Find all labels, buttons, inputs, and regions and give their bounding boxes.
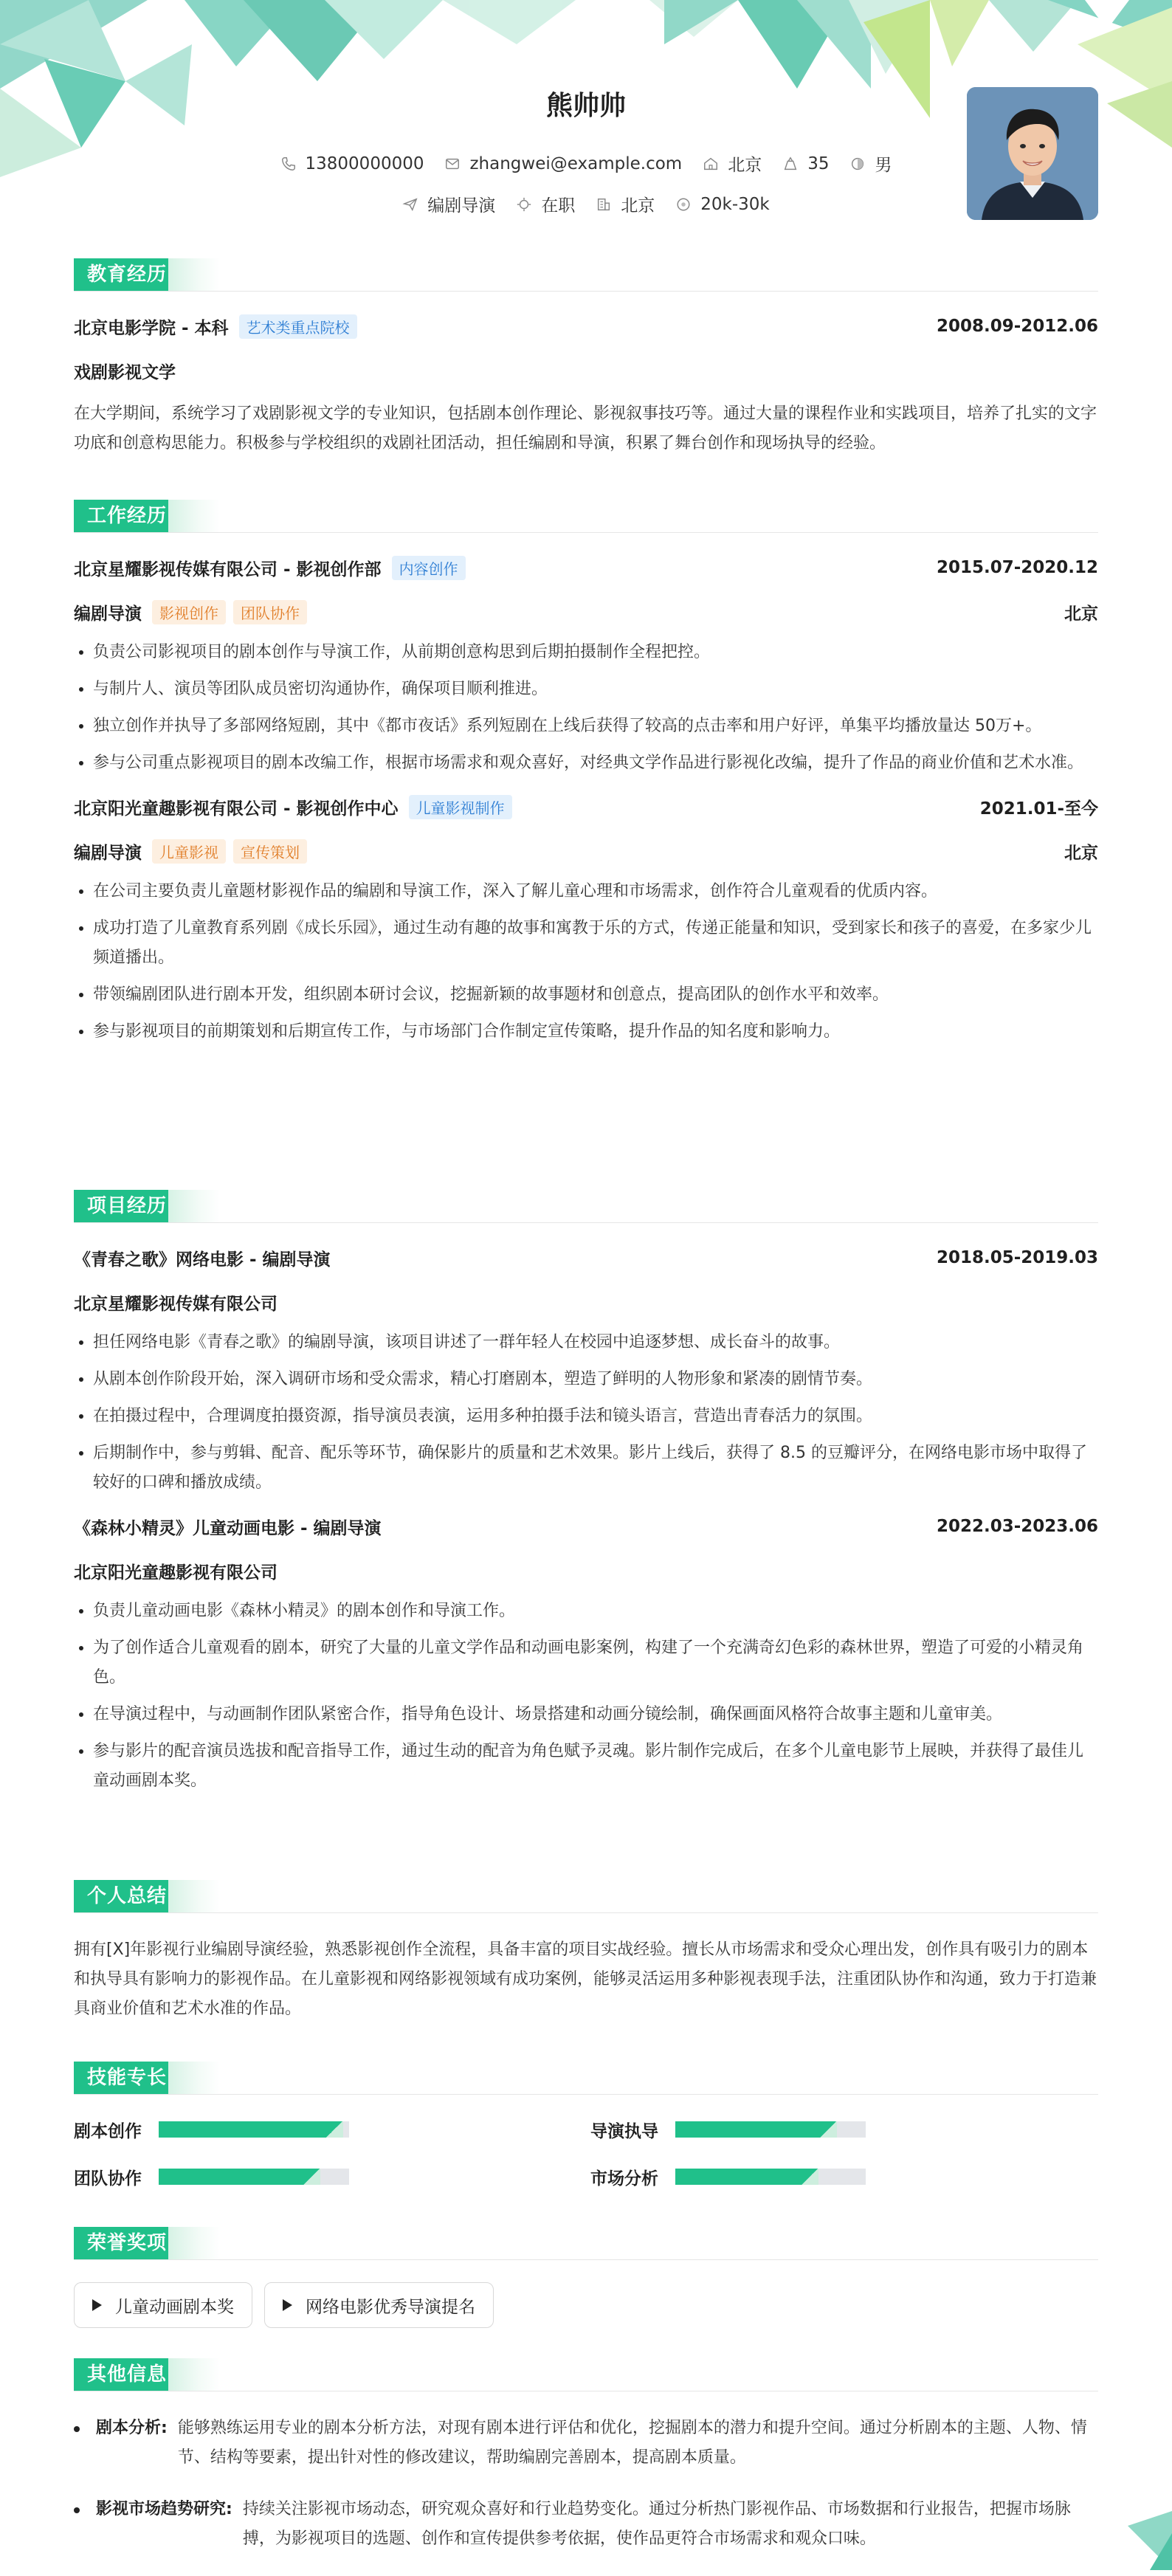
- skills-header: [74, 2062, 1098, 2095]
- project-title-row: [74, 1245, 1098, 1270]
- status-icon: [516, 196, 532, 213]
- work-city: 北京: [1064, 843, 1098, 863]
- home-icon: [703, 156, 719, 172]
- project-bullets: [74, 1328, 1098, 1498]
- section-title: 工作经历: [74, 500, 180, 532]
- education-date: 2008.09-2012.06: [936, 317, 1098, 336]
- title-tail: [168, 500, 220, 532]
- award-chip: [264, 2282, 494, 2328]
- play-icon: [92, 2299, 102, 2311]
- work-company-row: [74, 794, 1098, 819]
- section-title: 教育经历: [74, 258, 180, 291]
- work-company-row: [74, 555, 1098, 580]
- skill-name: 导演执导: [590, 2121, 658, 2141]
- job-title-info: [402, 192, 495, 216]
- skill-bar-fill: [675, 2169, 801, 2185]
- summary-section: [74, 1880, 1098, 2024]
- age-info: [782, 154, 829, 173]
- salary-text: 20k-30k: [700, 194, 770, 214]
- company-line: [74, 556, 466, 580]
- project-date: 2018.05-2019.03: [936, 1248, 1098, 1267]
- company-tag: 儿童影视制作: [409, 795, 512, 819]
- list-item: • 参与公司重点影视项目的剧本改编工作，根据市场需求和观众喜好，对经典文学作品进行影视化改编，提升了作品的商业价值和艺术水准。: [93, 748, 1098, 778]
- list-item: • 从剧本创作阶段开始，深入调研市场和受众需求，精心打磨剧本，塑造了鲜明的人物形象和紧凑的剧情节奏。: [93, 1365, 1098, 1394]
- other-item: [74, 2414, 1098, 2473]
- project-item: [74, 1514, 1098, 1796]
- location-info: [703, 151, 762, 176]
- title-tail: [168, 2062, 220, 2094]
- role-name: 编剧导演: [74, 604, 142, 624]
- role-tag: 宣传策划: [233, 839, 307, 864]
- skill-bar-edge: [325, 2121, 343, 2138]
- send-icon: [402, 196, 418, 213]
- section-title: 其他信息: [74, 2358, 180, 2391]
- section-title: 技能专长: [74, 2062, 180, 2094]
- other-item: [74, 2495, 1098, 2554]
- company-name: 北京阳光童趣影视有限公司 - 影视创作中心: [74, 799, 399, 819]
- job-title-text: 编剧导演: [427, 196, 496, 216]
- title-tail: [168, 1880, 220, 1912]
- project-company: 北京阳光童趣影视有限公司: [74, 1563, 278, 1583]
- age-text: 35: [807, 154, 830, 173]
- skill-item: [74, 2117, 590, 2142]
- avatar: [967, 87, 1098, 220]
- list-item: • 成功打造了儿童教育系列剧《成长乐园》，通过生动有趣的故事和寓教于乐的方式，传递正能量和知识，受到家长和孩子的喜爱，在多家少儿频道播出。: [93, 914, 1098, 973]
- location-text: 北京: [728, 156, 762, 175]
- skills-section: [74, 2062, 1098, 2189]
- bullet-dot: [74, 2507, 80, 2513]
- list-item: • 后期制作中，参与剪辑、配音、配乐等环节，确保影片的质量和艺术效果。影片上线后，获得了 8.5 的豆瓣评分，在网络电影市场中取得了较好的口碑和播放成绩。: [93, 1439, 1098, 1498]
- phone-text: 13800000000: [305, 154, 424, 173]
- role-line: [74, 600, 307, 624]
- title-tail: [168, 1190, 220, 1222]
- skill-bar-fill: [159, 2169, 303, 2185]
- school-line: [74, 314, 357, 339]
- projects-section: [74, 1190, 1098, 1803]
- work-item: [74, 794, 1098, 1047]
- status-text: 在职: [541, 196, 576, 216]
- phone-info: [280, 154, 424, 173]
- skill-bar: [159, 2121, 349, 2138]
- skill-item: [74, 2164, 590, 2189]
- education-section: [74, 258, 1098, 458]
- skill-name: 市场分析: [590, 2169, 658, 2188]
- education-description: 在大学期间，系统学习了戏剧影视文学的专业知识，包括剧本创作理论、影视叙事技巧等。通过大量的课程作业和实践项目，培养了扎实的文字功底和创意构思能力。积极参与学校组织的戏剧社团活动，担任编剧和导演，积累了舞台创作和现场执导的经验。: [74, 404, 1097, 452]
- skill-name: 团队协作: [74, 2169, 142, 2188]
- company-line: [74, 795, 512, 819]
- work-header: [74, 500, 1098, 533]
- other-item-label: 剧本分析:: [96, 2419, 168, 2437]
- skill-bar-fill: [675, 2121, 819, 2138]
- salary-icon: [675, 196, 692, 213]
- list-item: • 在拍摄过程中，合理调度拍摄资源，指导演员表演，运用多种拍摄手法和镜头语言，营造出青春活力的氛围。: [93, 1402, 1098, 1431]
- role-tag: 影视创作: [152, 600, 226, 624]
- skill-bar: [675, 2169, 866, 2185]
- skill-bar-edge: [801, 2169, 818, 2185]
- status-info: [516, 192, 575, 216]
- desired-city-text: 北京: [621, 196, 655, 216]
- list-item: • 在导演过程中，与动画制作团队紧密合作，指导角色设计、场景搭建和动画分镜绘制，确保画面风格符合故事主题和儿童审美。: [93, 1700, 1098, 1729]
- projects-header: [74, 1190, 1098, 1223]
- school-name: 北京电影学院 - 本科: [74, 318, 229, 338]
- company-tag: 内容创作: [392, 556, 466, 580]
- work-role-row: [74, 838, 1098, 864]
- corner-decoration: [1113, 2511, 1172, 2570]
- list-item: • 参与影视项目的前期策划和后期宣传工作，与市场部门合作制定宣传策略，提升作品的知名度和影响力。: [93, 1017, 1098, 1047]
- award-label: 网络电影优秀导演提名: [306, 2297, 475, 2317]
- other-section: [74, 2358, 1098, 2576]
- list-item: [74, 2495, 1098, 2554]
- skill-bar-edge: [819, 2121, 837, 2138]
- project-title-row: [74, 1514, 1098, 1539]
- award-label: 儿童动画剧本奖: [115, 2297, 234, 2317]
- profile-photo: [967, 87, 1098, 220]
- awards-section: [74, 2227, 1098, 2328]
- section-title: 项目经历: [74, 1190, 180, 1222]
- project-company: 北京星耀影视传媒有限公司: [74, 1294, 278, 1314]
- education-row: [74, 314, 1098, 339]
- gender-info: [849, 151, 892, 176]
- role-tag: 团队协作: [233, 600, 307, 624]
- other-list: [74, 2414, 1098, 2554]
- skills-grid: [74, 2117, 1098, 2189]
- project-name: 《森林小精灵》儿童动画电影 - 编剧导演: [74, 1518, 382, 1538]
- work-city: 北京: [1064, 604, 1098, 624]
- desired-city-info: [596, 192, 655, 216]
- candidate-name: 熊帅帅: [545, 91, 626, 121]
- work-bullets: [74, 877, 1098, 1047]
- title-tail: [168, 258, 220, 291]
- email-info: [444, 154, 682, 173]
- project-date: 2022.03-2023.06: [936, 1517, 1098, 1536]
- other-header: [74, 2358, 1098, 2391]
- section-title: 荣誉奖项: [74, 2227, 180, 2259]
- work-bullets: [74, 638, 1098, 778]
- skill-item: [590, 2164, 1098, 2189]
- list-item: • 担任网络电影《青春之歌》的编剧导演，该项目讲述了一群年轻人在校园中追逐梦想、成长奋斗的故事。: [93, 1328, 1098, 1357]
- awards-list: [74, 2282, 1098, 2328]
- list-item: • 负责儿童动画电影《森林小精灵》的剧本创作和导演工作。: [93, 1597, 1098, 1626]
- list-item: • 与制片人、演员等团队成员密切沟通协作，确保项目顺利推进。: [93, 675, 1098, 704]
- work-date: 2015.07-2020.12: [936, 558, 1098, 577]
- summary-text: 拥有[X]年影视行业编剧导演经验，熟悉影视创作全流程，具备丰富的项目实战经验。擅长从市场需求和受众心理出发，创作具有吸引力的剧本和执导具有影响力的影视作品。在儿童影视和网络影视领域有成功案例，能够灵活运用多种影视表现手法，注重团队协作和沟通，致力于打造兼具商业价值和艺术水准的作品。: [74, 1940, 1097, 2018]
- job-intent-row: [74, 192, 1098, 216]
- list-item: • 在公司主要负责儿童题材影视作品的编剧和导演工作，深入了解儿童心理和市场需求，创作符合儿童观看的优质内容。: [93, 877, 1098, 906]
- age-icon: [782, 156, 799, 172]
- project-name: 《青春之歌》网络电影 - 编剧导演: [74, 1250, 331, 1270]
- building-icon: [596, 196, 612, 213]
- work-item: [74, 555, 1098, 778]
- award-chip: [74, 2282, 252, 2328]
- summary-header: [74, 1880, 1098, 1913]
- list-item: • 为了创作适合儿童观看的剧本，研究了大量的儿童文学作品和动画电影案例，构建了一个充满奇幻色彩的森林世界，塑造了可爱的小精灵角色。: [93, 1633, 1098, 1692]
- email-text: zhangwei@example.com: [469, 154, 683, 173]
- company-name: 北京星耀影视传媒有限公司 - 影视创作部: [74, 559, 382, 579]
- major-row: [74, 358, 1098, 383]
- skill-name: 剧本创作: [74, 2121, 142, 2141]
- list-item: • 带领编剧团队进行剧本开发，组织剧本研讨会议，挖掘新颖的故事题材和创意点，提高团队的创作水平和效率。: [93, 980, 1098, 1010]
- role-tag: 儿童影视: [152, 839, 226, 864]
- skill-bar: [159, 2169, 349, 2185]
- title-tail: [168, 2358, 220, 2391]
- skill-item: [590, 2117, 1098, 2142]
- project-item: [74, 1245, 1098, 1498]
- school-tag: 艺术类重点院校: [239, 314, 357, 339]
- other-item-text: 能够熟练运用专业的剧本分析方法，对现有剧本进行评估和优化，挖掘剧本的潜力和提升空间。通过分析剧本的主题、人物、情节、结构等要素，提出针对性的修改建议，帮助编剧完善剧本，提高剧本质量。: [177, 2419, 1087, 2467]
- project-company-row: [74, 1289, 1098, 1315]
- list-item: • 参与影片的配音演员选拔和配音指导工作，通过生动的配音为角色赋予灵魂。影片制作完成后，在多个儿童电影节上展映，并获得了最佳儿童动画剧本奖。: [93, 1737, 1098, 1796]
- list-item: • 独立创作并执导了多部网络短剧，其中《都市夜话》系列短剧在上线后获得了较高的点击率和用户好评，单集平均播放量达 50万+。: [93, 712, 1098, 741]
- gender-text: 男: [875, 156, 892, 175]
- title-tail: [168, 2227, 220, 2259]
- work-role-row: [74, 599, 1098, 624]
- section-title: 个人总结: [74, 1880, 180, 1912]
- skill-bar-fill: [159, 2121, 325, 2138]
- role-name: 编剧导演: [74, 843, 142, 863]
- contact-row: [74, 151, 1098, 176]
- education-header: [74, 258, 1098, 292]
- list-item: • 负责公司影视项目的剧本创作与导演工作，从前期创意构思到后期拍摄制作全程把控。: [93, 638, 1098, 667]
- project-bullets: [74, 1597, 1098, 1796]
- email-icon: [444, 156, 461, 172]
- phone-icon: [280, 156, 297, 172]
- other-item-label: 影视市场趋势研究:: [96, 2500, 232, 2518]
- skill-bar-edge: [303, 2169, 320, 2185]
- salary-info: [675, 195, 769, 214]
- role-line: [74, 839, 307, 864]
- play-icon: [283, 2299, 292, 2311]
- skill-bar: [675, 2121, 866, 2138]
- other-item-text: 持续关注影视市场动态，研究观众喜好和行业趋势变化。通过分析热门影视作品、市场数据和行业报告，把握市场脉搏，为影视项目的选题、创作和宣传提供参考依据，使作品更符合市场需求和观众口味。: [242, 2500, 1071, 2548]
- list-item: [74, 2414, 1098, 2473]
- work-date: 2021.01-至今: [979, 799, 1098, 819]
- awards-header: [74, 2227, 1098, 2260]
- gender-icon: [849, 156, 866, 172]
- work-section: [74, 500, 1098, 1054]
- bullet-dot: [74, 2426, 80, 2432]
- major-name: 戏剧影视文学: [74, 362, 176, 382]
- project-company-row: [74, 1558, 1098, 1583]
